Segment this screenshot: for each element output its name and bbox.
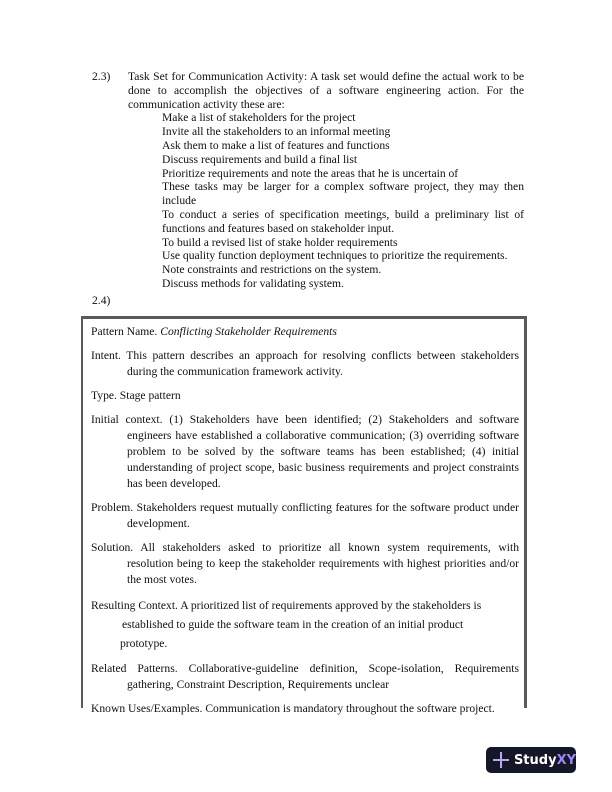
list-item: Ask them to make a list of features and functions <box>162 138 390 152</box>
section-2-3 <box>92 70 524 291</box>
list-item: Discuss requirements and build a final list <box>162 152 358 166</box>
section-intro: Task Set for Communication Activity: A task set would define the actual work to be done to accomplish the objectives of a software engineering action. For the communication activity these are: <box>128 70 524 111</box>
list-item: Invite all the stakeholders to an informal meeting <box>162 125 391 139</box>
problem: Problem. Stakeholders request mutually conflicting features for the software product under development. <box>91 501 519 530</box>
list-item: Prioritize requirements and note the areas that he is uncertain of <box>162 166 459 180</box>
resulting-context-line: prototype. <box>120 637 168 650</box>
resulting-context-line: established to guide the software team in the creation of an initial product <box>122 618 464 631</box>
resulting-context-line: Resulting Context. A prioritized list of requirements approved by the stakeholders is <box>91 599 482 612</box>
related-patterns: Related Patterns. Collaborative-guideline definition, Scope-isolation, Requirements gathering, Constraint Description, Requirements unclear <box>91 662 519 691</box>
solution: Solution. All stakeholders asked to prioritize all known system requirements, with resolution being to keep the stakeholder requirements with highest priorities and/or the most votes. <box>91 541 519 586</box>
plus-icon <box>493 752 508 768</box>
list-item: Discuss methods for validating system. <box>162 276 344 290</box>
type: Type. Stage pattern <box>91 389 181 402</box>
intent: Intent. This pattern describes an approach for resolving conflicts between stakeholders during the communication framework activity. <box>91 349 519 378</box>
pattern-name <box>91 324 519 340</box>
list-item: These tasks may be larger for a complex software project, they may then include <box>162 180 524 208</box>
list-item: Make a list of stakeholders for the project <box>162 111 356 125</box>
brand-part: Study <box>513 752 557 768</box>
task-list <box>162 111 524 290</box>
pattern-name-label: Pattern Name. <box>91 325 158 338</box>
pattern-name-value: Conflicting Stakeholder Requirements <box>160 325 337 338</box>
list-item: Note constraints and restrictions on the system. <box>162 263 382 277</box>
list-item: Use quality function deployment techniques to prioritize the requirements. <box>162 249 508 263</box>
section-number: 2.4) <box>92 294 111 307</box>
brand-part: XY <box>556 752 576 768</box>
section-number: 2.3) <box>92 70 111 83</box>
resulting-context <box>91 596 519 653</box>
known-uses: Known Uses/Examples. Communication is mandatory throughout the software project. <box>91 702 495 715</box>
list-item: To build a revised list of stake holder requirements <box>162 235 398 249</box>
studyxy-logo <box>486 747 576 773</box>
brand-name <box>514 753 576 768</box>
initial-context: Initial context. (1) Stakeholders have been identified; (2) Stakeholders and software engineers have established a collaborative communication; (3) overriding software problem to be solved by the software teams has been established; (4) initial understanding of project scope, basic business requirements and project constraints has been developed. <box>91 413 519 490</box>
list-item: To conduct a series of specification meetings, build a preliminary list of functions and features based on stakeholder input. <box>162 207 524 235</box>
pattern-box <box>81 316 527 715</box>
